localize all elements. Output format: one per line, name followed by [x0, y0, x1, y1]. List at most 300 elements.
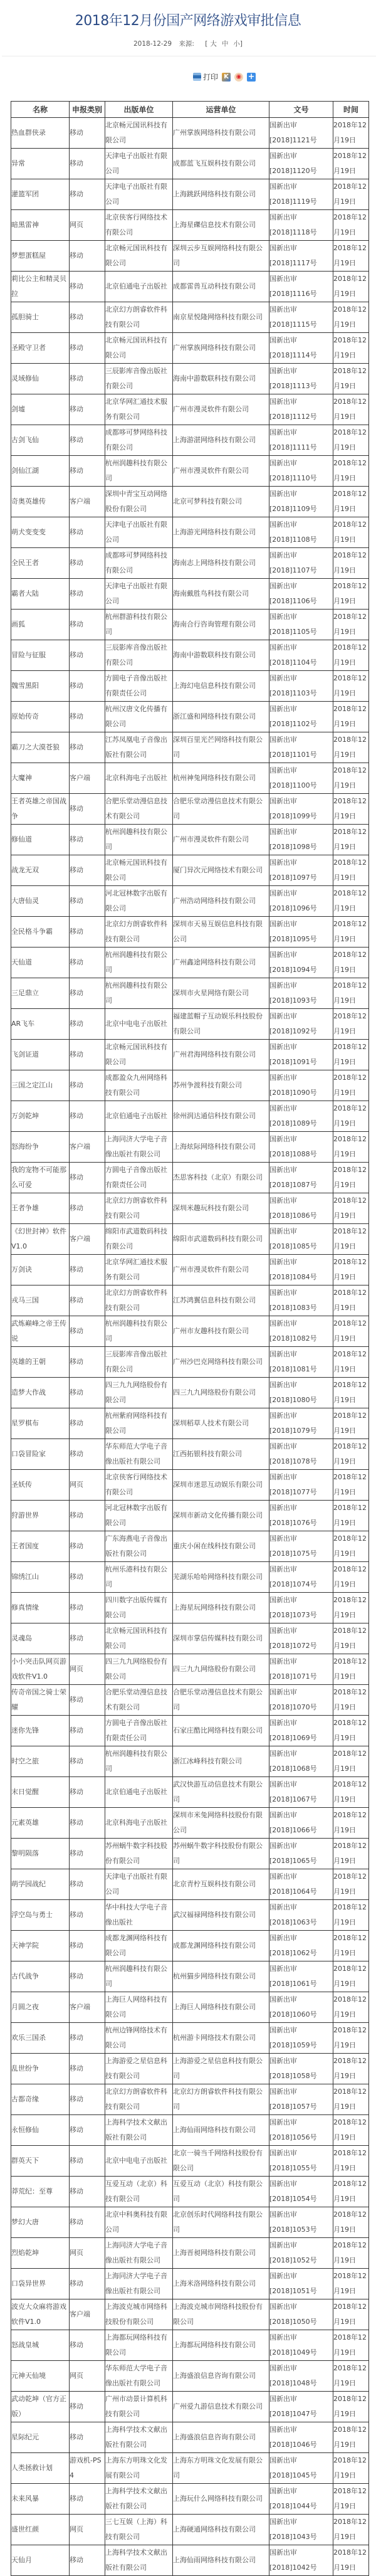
- publisher-cell: 北京侠客行网络技术有限公司: [105, 210, 173, 241]
- game-name-cell: 大魔神: [11, 763, 70, 794]
- table-row: [11, 2392, 369, 2422]
- category-cell: 移动: [70, 1316, 105, 1347]
- category-cell: 移动: [70, 149, 105, 179]
- game-name-cell: 灌篮军团: [11, 179, 70, 210]
- header-date: 时间: [333, 102, 369, 118]
- category-cell: 客户端: [70, 1132, 105, 1163]
- game-name-cell: 月圆之夜: [11, 1992, 70, 2023]
- game-name-cell: 暗黑雷神: [11, 210, 70, 241]
- date-cell: 2018年12月19日: [333, 1470, 369, 1501]
- category-cell: 移动: [70, 1163, 105, 1193]
- table-row: [11, 2361, 369, 2392]
- game-name-cell: 英雄的王朝: [11, 1347, 70, 1378]
- game-name-cell: 欢乐三国杀: [11, 2023, 70, 2054]
- operator-cell: 重庆小闲在线科技有限公司: [173, 1531, 269, 1562]
- table-row: [11, 702, 369, 732]
- bracket-open: [: [205, 40, 208, 48]
- publisher-cell: 北京畅元国讯科技有限公司: [105, 333, 173, 364]
- game-name-cell: 口袋冒险家: [11, 1439, 70, 1470]
- table-row: [11, 2023, 369, 2054]
- doc-number-cell: 国新出审[2018]1105号: [269, 610, 333, 640]
- date-cell: 2018年12月19日: [333, 1132, 369, 1163]
- publisher-cell: 三七互娱（上海）科技有限公司: [105, 2515, 173, 2545]
- header-category: 申报类别: [70, 102, 105, 118]
- doc-number-cell: 国新出审[2018]1096号: [269, 886, 333, 917]
- font-size-medium[interactable]: 中: [221, 40, 229, 48]
- publisher-cell: 北京幻方朗睿软件科技有限公司: [105, 917, 173, 948]
- date-cell: 2018年12月19日: [333, 1716, 369, 1746]
- table-row: [11, 2453, 369, 2484]
- doc-number-cell: 国新出审[2018]1120号: [269, 149, 333, 179]
- table-row: [11, 2238, 369, 2269]
- table-row: [11, 118, 369, 149]
- table-row: [11, 1777, 369, 1808]
- operator-cell: 广州掌族网络科技有限公司: [173, 333, 269, 364]
- publisher-cell: 北京畅元国讯科技有限公司: [105, 1040, 173, 1070]
- game-name-cell: 灵域修仙: [11, 364, 70, 394]
- table-row: [11, 1839, 369, 1869]
- date-cell: 2018年12月19日: [333, 456, 369, 487]
- date-cell: 2018年12月19日: [333, 579, 369, 610]
- operator-cell: 深圳稻草人技术有限公司: [173, 1408, 269, 1439]
- publisher-cell: 杭州润趣科技有限公司: [105, 948, 173, 978]
- publisher-cell: 河北冠林数字出版有限公司: [105, 1501, 173, 1531]
- date-cell: 2018年12月19日: [333, 732, 369, 763]
- category-cell: 移动: [70, 2177, 105, 2207]
- font-size-large[interactable]: 大: [210, 40, 217, 48]
- table-row: [11, 1439, 369, 1470]
- operator-cell: 上海游爱之星信息科技有限公司: [173, 2054, 269, 2084]
- game-name-cell: 剑墟: [11, 394, 70, 425]
- operator-cell: 广州掌族网络科技有限公司: [173, 118, 269, 149]
- table-row: [11, 394, 369, 425]
- publish-date: 2018-12-29: [133, 40, 172, 48]
- operator-cell: 北京可梦科技有限公司: [173, 487, 269, 517]
- date-cell: 2018年12月19日: [333, 1378, 369, 1408]
- table-row: [11, 302, 369, 333]
- operator-cell: 上海巨人网络科技有限公司: [173, 1992, 269, 2023]
- operator-cell: 江苏鸿翼信息科技有限公司: [173, 1285, 269, 1316]
- publisher-cell: 上海同济大学电子音像出版社有限公司: [105, 1132, 173, 1163]
- doc-number-cell: 国新出审[2018]1103号: [269, 671, 333, 702]
- table-row: [11, 241, 369, 272]
- date-cell: 2018年12月19日: [333, 2177, 369, 2207]
- operator-cell: 北京创乐时代网络科技有限公司: [173, 2207, 269, 2238]
- game-name-cell: 时空之旅: [11, 1746, 70, 1777]
- game-name-cell: 乱世纷争: [11, 2054, 70, 2084]
- date-cell: 2018年12月19日: [333, 1869, 369, 1900]
- operator-cell: 深圳市迷思互动娱乐有限公司: [173, 1470, 269, 1501]
- operator-cell: 上海硬通网络科技有限公司: [173, 2515, 269, 2545]
- game-name-cell: 异常: [11, 149, 70, 179]
- category-cell: 移动: [70, 2115, 105, 2146]
- date-cell: 2018年12月19日: [333, 1193, 369, 1224]
- game-name-cell: 王者争雄: [11, 1193, 70, 1224]
- table-row: [11, 2115, 369, 2146]
- game-name-cell: 星罗棋布: [11, 1408, 70, 1439]
- more-share-icon[interactable]: +: [248, 71, 255, 82]
- table-row: [11, 456, 369, 487]
- date-cell: 2018年12月19日: [333, 2054, 369, 2084]
- date-cell: 2018年12月19日: [333, 2545, 369, 2576]
- publisher-cell: 三辰影库音像出版社有限公司: [105, 1347, 173, 1378]
- category-cell: 移动: [70, 333, 105, 364]
- game-name-cell: 天仙道: [11, 948, 70, 978]
- date-cell: 2018年12月19日: [333, 1009, 369, 1040]
- publisher-cell: 北京科海电子出版社: [105, 1808, 173, 1839]
- date-cell: 2018年12月19日: [333, 1101, 369, 1132]
- game-name-cell: 萌学园战纪: [11, 1869, 70, 1900]
- operator-cell: 深圳云步互娱网络科技有限公司: [173, 241, 269, 272]
- category-cell: 网页: [70, 2238, 105, 2269]
- operator-cell: 北京一骑当千网络科技股份有限公司: [173, 2146, 269, 2177]
- game-name-cell: 我的宠物不可能那么可爱: [11, 1163, 70, 1193]
- date-cell: 2018年12月19日: [333, 1746, 369, 1777]
- operator-cell: 徐州润达通信科技有限公司: [173, 1101, 269, 1132]
- category-cell: 移动: [70, 1009, 105, 1040]
- operator-cell: 广州市漫灵软件有限公司: [173, 825, 269, 855]
- header-publisher: 出版单位: [105, 102, 173, 118]
- publisher-cell: 北京华网汇通技术服务有限公司: [105, 394, 173, 425]
- game-name-cell: 剑仙江湖: [11, 456, 70, 487]
- date-cell: 2018年12月19日: [333, 1501, 369, 1531]
- game-name-cell: 战龙无双: [11, 855, 70, 886]
- category-cell: 移动: [70, 1378, 105, 1408]
- publisher-cell: 杭州群游科技有限公司: [105, 610, 173, 640]
- game-name-cell: 浮空岛与勇士: [11, 1900, 70, 1931]
- game-name-cell: 莽荒纪：至尊: [11, 2177, 70, 2207]
- category-cell: 移动: [70, 640, 105, 671]
- category-cell: 移动: [70, 2545, 105, 2576]
- doc-number-cell: 国新出审[2018]1092号: [269, 1009, 333, 1040]
- operator-cell: 杰思客科技（北京）有限公司: [173, 1163, 269, 1193]
- date-cell: 2018年12月19日: [333, 2023, 369, 2054]
- doc-number-cell: 国新出审[2018]1069号: [269, 1716, 333, 1746]
- operator-cell: 上海游湛网络科技有限公司: [173, 425, 269, 456]
- publisher-cell: 天津电子出版社有限公司: [105, 1869, 173, 1900]
- publisher-cell: 杭州乐港科技有限公司: [105, 1562, 173, 1593]
- publisher-cell: 杭州边锋网络技术有限公司: [105, 2023, 173, 2054]
- publisher-cell: 华中科技大学电子音像出版社: [105, 1900, 173, 1931]
- operator-cell: 深圳市米兔网络科技股份有限公司: [173, 1808, 269, 1839]
- table-row: [11, 579, 369, 610]
- publisher-cell: 北京伯通电子出版社: [105, 1101, 173, 1132]
- operator-cell: 上海星玩网络科技有限公司: [173, 1593, 269, 1623]
- operator-cell: 杭州游卡网络技术有限公司: [173, 2023, 269, 2054]
- publisher-cell: 上海游爱之星信息科技有限公司: [105, 2054, 173, 2084]
- doc-number-cell: 国新出审[2018]1066号: [269, 1808, 333, 1839]
- game-name-cell: 盛世红颜: [11, 2515, 70, 2545]
- table-row: [11, 425, 369, 456]
- game-name-cell: 《幻世封神》软件V1.0: [11, 1224, 70, 1255]
- publisher-cell: 四三九九网络股份有限公司: [105, 1378, 173, 1408]
- operator-cell: 苏州蜗牛数字科技股份有限公司: [173, 1839, 269, 1869]
- game-name-cell: 奇奥英雄传: [11, 487, 70, 517]
- doc-number-cell: 国新出审[2018]1049号: [269, 2330, 333, 2361]
- publisher-cell: 上海东方明珠文化发展有限公司: [105, 2453, 173, 2484]
- table-row: [11, 2515, 369, 2545]
- category-cell: 移动: [70, 179, 105, 210]
- table-row: [11, 1408, 369, 1439]
- date-cell: 2018年12月19日: [333, 1347, 369, 1378]
- date-cell: 2018年12月19日: [333, 364, 369, 394]
- operator-cell: 上海都玩网络科技有限公司: [173, 2330, 269, 2361]
- category-cell: 移动: [70, 1255, 105, 1285]
- game-name-cell: 三足鼎立: [11, 978, 70, 1009]
- table-row: [11, 1040, 369, 1070]
- publisher-cell: 互爱互动（北京）科技有限公司: [105, 2177, 173, 2207]
- operator-cell: 杭州神兔网络科技有限公司: [173, 763, 269, 794]
- operator-cell: 广州君海网络科技有限公司: [173, 1040, 269, 1070]
- table-row: [11, 1347, 369, 1378]
- date-cell: 2018年12月19日: [333, 855, 369, 886]
- date-cell: 2018年12月19日: [333, 948, 369, 978]
- date-cell: 2018年12月19日: [333, 1808, 369, 1839]
- category-cell: 移动: [70, 1439, 105, 1470]
- doc-number-cell: 国新出审[2018]1080号: [269, 1378, 333, 1408]
- date-cell: 2018年12月19日: [333, 1316, 369, 1347]
- date-cell: 2018年12月19日: [333, 149, 369, 179]
- publisher-cell: 北京畅元国讯科技有限公司: [105, 118, 173, 149]
- category-cell: 移动: [70, 364, 105, 394]
- game-name-cell: 万剑乾坤: [11, 1101, 70, 1132]
- category-cell: 移动: [70, 1531, 105, 1562]
- game-name-cell: 口袋异世界: [11, 2269, 70, 2299]
- operator-cell: 深圳市新动文化传播有限公司: [173, 1501, 269, 1531]
- table-row: [11, 763, 369, 794]
- doc-number-cell: 国新出审[2018]1061号: [269, 1961, 333, 1992]
- game-name-cell: 戎马三国: [11, 1285, 70, 1316]
- print-button[interactable]: [193, 71, 218, 82]
- date-cell: 2018年12月19日: [333, 1408, 369, 1439]
- operator-cell: 深圳市掌信传媒科技有限公司: [173, 1623, 269, 1654]
- table-row: [11, 1132, 369, 1163]
- publisher-cell: 北京伯通电子出版社: [105, 272, 173, 302]
- doc-number-cell: 国新出审[2018]1116号: [269, 272, 333, 302]
- operator-cell: 浙江冰峰科技有限公司: [173, 1746, 269, 1777]
- table-row: [11, 671, 369, 702]
- operator-cell: 江西拓银科技有限公司: [173, 1439, 269, 1470]
- doc-number-cell: 国新出审[2018]1099号: [269, 794, 333, 825]
- publisher-cell: 北京中电电子出版社: [105, 2146, 173, 2177]
- doc-number-cell: 国新出审[2018]1078号: [269, 1439, 333, 1470]
- date-cell: 2018年12月19日: [333, 302, 369, 333]
- category-cell: 移动: [70, 1040, 105, 1070]
- doc-number-cell: 国新出审[2018]1108号: [269, 517, 333, 548]
- publisher-cell: 北京中科奥科技有限公司: [105, 2207, 173, 2238]
- date-cell: 2018年12月19日: [333, 2361, 369, 2392]
- table-row: [11, 825, 369, 855]
- operator-cell: 上海炫际网络科技有限公司: [173, 1132, 269, 1163]
- publisher-cell: 广东海燕电子音像出版社有限公司: [105, 1531, 173, 1562]
- doc-number-cell: 国新出审[2018]1052号: [269, 2238, 333, 2269]
- table-row: [11, 1501, 369, 1531]
- game-name-cell: 天神学院: [11, 1931, 70, 1961]
- operator-cell: 互爱互动（北京）科技有限公司: [173, 2177, 269, 2207]
- category-cell: 移动: [70, 794, 105, 825]
- category-cell: 移动: [70, 1285, 105, 1316]
- publisher-cell: 成都哆可梦网络科技有限公司: [105, 425, 173, 456]
- game-name-cell: 孤胆骑士: [11, 302, 70, 333]
- operator-cell: 海南志上网络科技有限公司: [173, 548, 269, 579]
- doc-number-cell: 国新出审[2018]1057号: [269, 2084, 333, 2115]
- category-cell: 移动: [70, 1716, 105, 1746]
- table-row: [11, 1193, 369, 1224]
- category-cell: 移动: [70, 579, 105, 610]
- table-row: [11, 487, 369, 517]
- operator-cell: 厦门异次元网络技术有限公司: [173, 855, 269, 886]
- doc-number-cell: 国新出审[2018]1070号: [269, 1685, 333, 1716]
- category-cell: 移动: [70, 456, 105, 487]
- date-cell: 2018年12月19日: [333, 241, 369, 272]
- date-cell: 2018年12月19日: [333, 2115, 369, 2146]
- doc-number-cell: 国新出审[2018]1042号: [269, 2545, 333, 2576]
- table-row: [11, 2084, 369, 2115]
- game-name-cell: AR飞车: [11, 1009, 70, 1040]
- game-name-cell: 霸者大陆: [11, 579, 70, 610]
- doc-number-cell: 国新出审[2018]1060号: [269, 1992, 333, 2023]
- doc-number-cell: 国新出审[2018]1062号: [269, 1931, 333, 1961]
- table-row: [11, 149, 369, 179]
- doc-number-cell: 国新出审[2018]1045号: [269, 2453, 333, 2484]
- article-meta: [0, 39, 376, 48]
- kaixin-share-icon[interactable]: K: [222, 73, 231, 82]
- doc-number-cell: 国新出审[2018]1044号: [269, 2484, 333, 2515]
- category-cell: 网页: [70, 1654, 105, 1685]
- game-name-cell: 古代战争: [11, 1961, 70, 1992]
- operator-cell: 上海游光网络科技有限公司: [173, 517, 269, 548]
- category-cell: 移动: [70, 610, 105, 640]
- publisher-cell: 天津电子出版社有限公司: [105, 517, 173, 548]
- table-row: [11, 1562, 369, 1593]
- table-row: [11, 548, 369, 579]
- table-row: [11, 1531, 369, 1562]
- publisher-cell: 天津电子出版社有限公司: [105, 149, 173, 179]
- date-cell: 2018年12月19日: [333, 702, 369, 732]
- doc-number-cell: 国新出审[2018]1053号: [269, 2207, 333, 2238]
- operator-cell: 广州爱九游信息技术有限公司: [173, 2392, 269, 2422]
- operator-cell: 广州市漫灵软件有限公司: [173, 456, 269, 487]
- date-cell: 2018年12月19日: [333, 1992, 369, 2023]
- game-name-cell: 怒海纷争: [11, 1132, 70, 1163]
- category-cell: 客户端: [70, 1992, 105, 2023]
- print-icon: [193, 73, 201, 81]
- game-name-cell: 古都奇缘: [11, 2084, 70, 2115]
- table-row: [11, 640, 369, 671]
- header-operator: 运营单位: [173, 102, 269, 118]
- date-cell: 2018年12月19日: [333, 1439, 369, 1470]
- category-cell: 移动: [70, 2146, 105, 2177]
- operator-cell: 上海仙雨网络科技有限公司: [173, 2115, 269, 2146]
- category-cell: 移动: [70, 1777, 105, 1808]
- operator-cell: 上海盛浪信息咨询有限公司: [173, 2361, 269, 2392]
- publisher-cell: 方圆电子音像出版社有限责任公司: [105, 671, 173, 702]
- operator-cell: 北京幻方朗睿软件科技有限公司: [173, 2084, 269, 2115]
- table-row: [11, 1224, 369, 1255]
- operator-cell: 深圳百里光芒网络科技有限公司: [173, 732, 269, 763]
- category-cell: 移动: [70, 2054, 105, 2084]
- game-name-cell: 修真情缘: [11, 1593, 70, 1623]
- date-cell: 2018年12月19日: [333, 118, 369, 149]
- table-row: [11, 794, 369, 825]
- operator-cell: 海南戴胜鸟科技有限公司: [173, 579, 269, 610]
- game-name-cell: 热血群侠录: [11, 118, 70, 149]
- weibo-share-icon[interactable]: ◉: [234, 73, 243, 82]
- date-cell: 2018年12月19日: [333, 2484, 369, 2515]
- category-cell: 移动: [70, 1562, 105, 1593]
- operator-cell: 武汉福禄网络科技有限公司: [173, 1900, 269, 1931]
- doc-number-cell: 国新出审[2018]1050号: [269, 2299, 333, 2330]
- category-cell: 移动: [70, 1808, 105, 1839]
- table-row: [11, 917, 369, 948]
- doc-number-cell: 国新出审[2018]1119号: [269, 179, 333, 210]
- doc-number-cell: 国新出审[2018]1088号: [269, 1132, 333, 1163]
- table-row: [11, 2054, 369, 2084]
- table-row: [11, 2269, 369, 2299]
- table-row: [11, 1255, 369, 1285]
- font-size-small[interactable]: 小: [233, 40, 240, 48]
- doc-number-cell: 国新出审[2018]1068号: [269, 1746, 333, 1777]
- category-cell: 移动: [70, 1839, 105, 1869]
- doc-number-cell: 国新出审[2018]1089号: [269, 1101, 333, 1132]
- game-name-cell: 传奇帝国之骑士荣耀: [11, 1685, 70, 1716]
- doc-number-cell: 国新出审[2018]1076号: [269, 1501, 333, 1531]
- date-cell: 2018年12月19日: [333, 2330, 369, 2361]
- game-name-cell: 魏雪黑阳: [11, 671, 70, 702]
- category-cell: 客户端: [70, 487, 105, 517]
- date-cell: 2018年12月19日: [333, 1623, 369, 1654]
- category-cell: 移动: [70, 702, 105, 732]
- doc-number-cell: 国新出审[2018]1079号: [269, 1408, 333, 1439]
- category-cell: 客户端: [70, 763, 105, 794]
- category-cell: 移动: [70, 671, 105, 702]
- category-cell: 客户端: [70, 2299, 105, 2330]
- category-cell: 移动: [70, 2484, 105, 2515]
- doc-number-cell: 国新出审[2018]1118号: [269, 210, 333, 241]
- game-name-cell: 修仙道: [11, 825, 70, 855]
- category-cell: 网页: [70, 2361, 105, 2392]
- publisher-cell: 天津电子出版社有限公司: [105, 179, 173, 210]
- table-row: [11, 1378, 369, 1408]
- category-cell: 移动: [70, 917, 105, 948]
- date-cell: 2018年12月19日: [333, 425, 369, 456]
- table-row: [11, 2207, 369, 2238]
- publisher-cell: 北京中电电子出版社: [105, 1009, 173, 1040]
- source-label: 来源:: [179, 40, 194, 48]
- publisher-cell: 方圆电子音像出版社有限责任公司: [105, 1163, 173, 1193]
- game-name-cell: 迷你先锋: [11, 1716, 70, 1746]
- game-name-cell: 造梦大作战: [11, 1378, 70, 1408]
- doc-number-cell: 国新出审[2018]1051号: [269, 2269, 333, 2299]
- publisher-cell: 江苏凤凰电子音像出版社有限公司: [105, 732, 173, 763]
- table-row: [11, 364, 369, 394]
- table-header-row: [11, 102, 369, 118]
- table-row: [11, 272, 369, 302]
- category-cell: 移动: [70, 1501, 105, 1531]
- operator-cell: 广州鑫途网络科技有限公司: [173, 948, 269, 978]
- category-cell: 移动: [70, 118, 105, 149]
- operator-cell: 广州沙巴克网络科技有限公司: [173, 1347, 269, 1378]
- table-row: [11, 978, 369, 1009]
- category-cell: 网页: [70, 2515, 105, 2545]
- operator-cell: 上海玩什么网络科技有限公司: [173, 2484, 269, 2515]
- publisher-cell: 广州市动景计算机科技有限公司: [105, 2392, 173, 2422]
- doc-number-cell: 国新出审[2018]1065号: [269, 1839, 333, 1869]
- category-cell: 移动: [70, 548, 105, 579]
- table-row: [11, 1009, 369, 1040]
- doc-number-cell: 国新出审[2018]1084号: [269, 1255, 333, 1285]
- game-name-cell: 冒险与征服: [11, 640, 70, 671]
